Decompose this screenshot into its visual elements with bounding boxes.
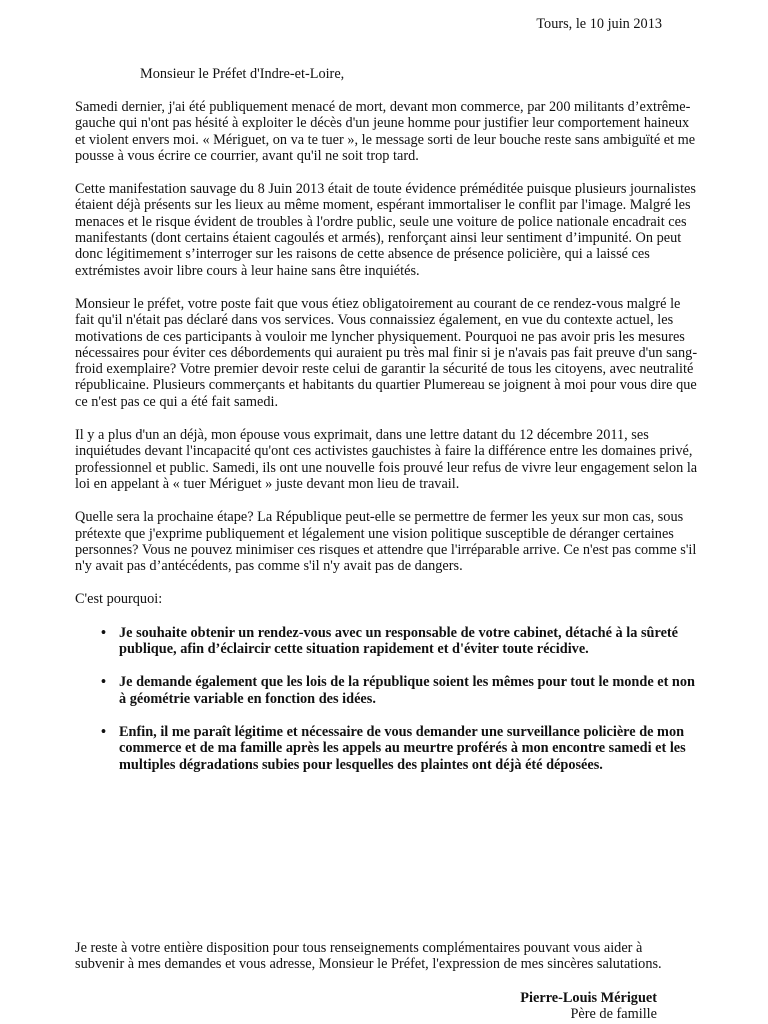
demands-list [75, 625, 701, 773]
paragraph-threat: Samedi dernier, j'ai été publiquement menacé de mort, devant mon commerce, par 200 militants d’extrême-gauche qui n'ont pas hésité à exploiter le décès d'un jeune homme pour justifier leur comportement haineux et violent envers moi. « Mériguet, on va te tuer », le message sorti de leur bouche reste sans ambiguïté et me pousse à vous écrire ce courrier, avant qu'il ne soit trop tard. [75, 99, 696, 164]
signature-title: Père de famille [570, 1006, 657, 1023]
signature-name: Pierre-Louis Mériguet [520, 990, 657, 1006]
paragraph-therefore: C'est pourquoi: [75, 591, 163, 608]
closing-text: Je reste à votre entière disposition pour tous renseignements complémentaires pouvant vous aider à subvenir à mes demandes et vous adresse, Monsieur le Préfet, l'expression de mes sincères salutations. [75, 940, 662, 973]
paragraph-demonstration: Cette manifestation sauvage du 8 Juin 2013 était de toute évidence préméditée puisque plusieurs journalistes étaient déjà présents sur les lieux au même moment, espérant immortaliser le conflit par l'image. Malgré les menaces et le risque évident de troubles à l'ordre public, seule une voiture de police nationale encadrait ces manifestants (dont certains étaient cagoulés et armés), renforçant ainsi leur sentiment d’impunité. On peut donc légitimement s’interroger sur les raisons de cette absence de présence policière, qui a laissé ces extrémistes avoir libre cours à leur haine sans être inquiétés. [75, 181, 696, 279]
demand-item: • Je souhaite obtenir un rendez-vous avec un responsable de votre cabinet, détaché à la sûreté publique, afin d’éclaircir cette situation rapidement et d'éviter toute récidive. [119, 625, 701, 658]
closing-paragraph [75, 940, 695, 973]
salutation: Monsieur le Préfet d'Indre-et-Loire, [140, 66, 345, 82]
date-line: Tours, le 10 juin 2013 [536, 16, 662, 32]
demand-item: • Je demande également que les lois de la république soient les mêmes pour tout le monde et non à géométrie variable en fonction des idées. [119, 674, 701, 707]
demand-item: • Enfin, il me paraît légitime et nécessaire de vous demander une surveillance policière de mon commerce et de ma famille après les appels au meurtre proférés à mon encontre samedi et les multiples dégradations subies pour lesquelles des plaintes ont déjà été déposées. [119, 724, 701, 773]
paragraph-previous-letter: Il y a plus d'un an déjà, mon épouse vous exprimait, dans une lettre datant du 12 décembre 2011, ses inquiétudes devant l'incapacité qu'ont ces activistes gauchistes à faire la différence entre les domaines privé, professionnel et public. Samedi, ils ont une nouvelle fois prouvé leur refus de vivre leur engagement selon la loi en appelant à « tuer Mériguet » juste devant mon lieu de travail. [75, 427, 698, 492]
paragraph-prefect-duty: Monsieur le préfet, votre poste fait que vous étiez obligatoirement au courant de ce rendez-vous malgré le fait qu'il n'était pas déclaré dans vos services. Vous connaissiez également, en vue du contexte actuel, les motivations de ces participants à vouloir me lyncher physiquement. Pourquoi ne pas avoir pris les mesures nécessaires pour éviter ces débordements qui auraient pu très mal finir si je n'avais pas fait preuve d'un sang-froid exemplaire? Votre premier devoir reste celui de garantir la sécurité de tous les citoyens, avec neutralité républicaine. Plusieurs commerçants et habitants du quartier Plumereau se joignent à moi pour vous dire que ce n'est pas ce qui a été fait samedi. [75, 295, 698, 410]
letter-body [75, 99, 701, 790]
paragraph-next-step: Quelle sera la prochaine étape? La République peut-elle se permettre de fermer les yeux sur mon cas, sous prétexte que j'exprime publiquement et légalement une vision politique susceptible de déranger certaines personnes? Vous ne pouvez minimiser ces risques et attendre que l'irréparable arrive. Ce n'est pas comme s'il n'y avait pas d’antécédents, pas comme s'il n'y avait pas de dangers. [75, 509, 697, 575]
signature-block [520, 990, 657, 1023]
